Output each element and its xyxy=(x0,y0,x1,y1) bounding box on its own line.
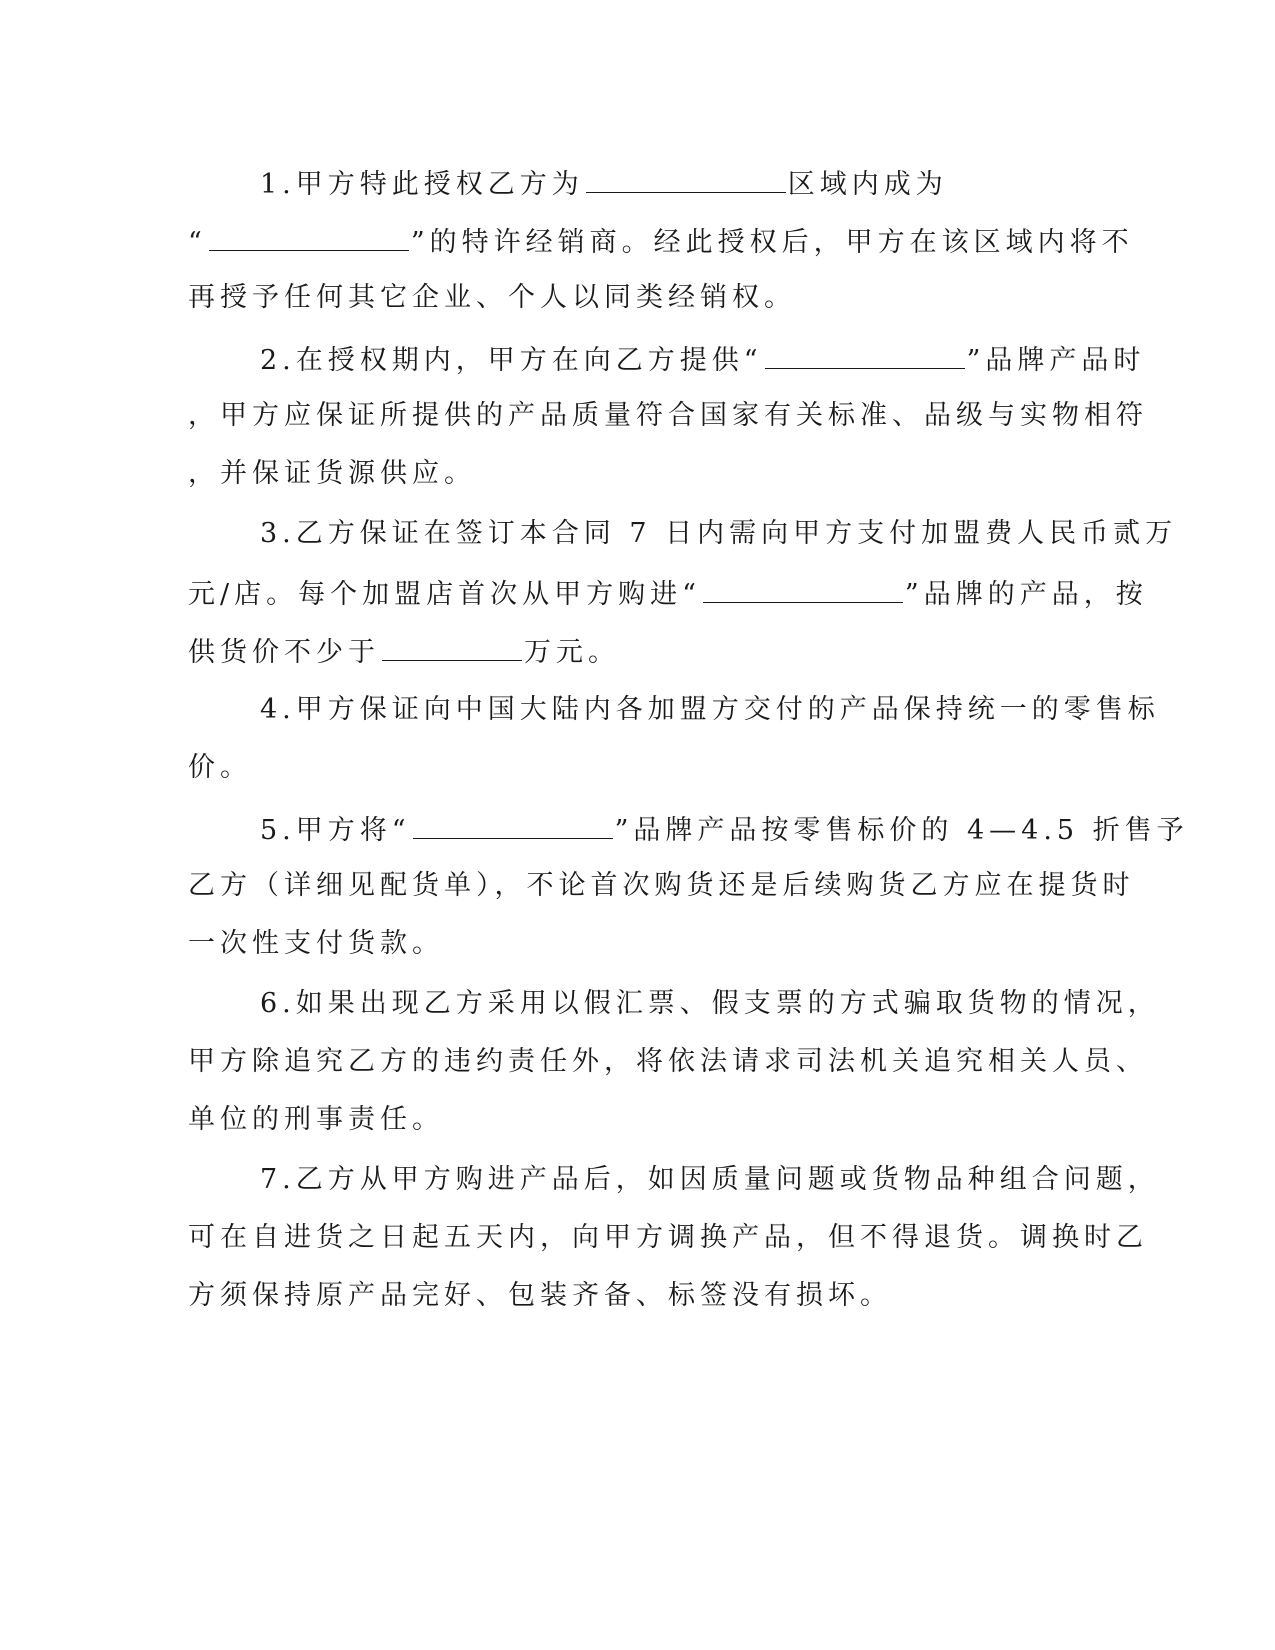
clause-text: ”品牌产品按零售标价的 4—4.5 折售予 xyxy=(614,815,1189,846)
clause-text: 元/店。每个加盟店首次从甲方购进“ xyxy=(188,579,701,610)
clause-text: 如果出现乙方采用以假汇票、假支票的方式骗取货物的情况， xyxy=(295,988,1160,1019)
clause-number: 3. xyxy=(260,518,296,549)
clause-number: 7. xyxy=(260,1164,296,1195)
clause-text: 供货价不少于 xyxy=(188,637,380,668)
clause-text: 可在自进货之日起五天内，向甲方调换产品，但不得退货。调换时乙 xyxy=(188,1222,1148,1253)
clause-3-line-1 xyxy=(260,514,1178,554)
clause-text: 甲方将“ xyxy=(295,815,411,846)
clause-text: 甲方特此授权乙方为 xyxy=(295,169,584,200)
clause-7-line-2 xyxy=(188,1218,1148,1258)
fill-blank-brand[interactable] xyxy=(209,220,409,251)
clause-5-line-2 xyxy=(188,866,1135,906)
clause-text: 方须保持原产品完好、包装齐备、标签没有损坏。 xyxy=(188,1280,892,1311)
clause-text: ，甲方应保证所提供的产品质量符合国家有关标准、品级与实物相符 xyxy=(188,400,1148,431)
clause-text: 在授权期内，甲方在向乙方提供“ xyxy=(295,345,763,376)
clause-2-line-2 xyxy=(188,396,1148,436)
clause-5-line-1 xyxy=(260,808,1189,848)
clause-2-line-3 xyxy=(188,454,1068,494)
fill-blank-brand[interactable] xyxy=(765,338,965,369)
clause-3-line-3 xyxy=(188,630,1068,670)
clause-1-line-2 xyxy=(188,220,1134,260)
fill-blank-brand[interactable] xyxy=(703,572,903,603)
clause-6-line-1 xyxy=(260,984,1160,1024)
clause-text: 万元。 xyxy=(524,637,620,668)
clause-7-line-1 xyxy=(260,1160,1160,1200)
clause-text: 一次性支付货款。 xyxy=(188,928,444,959)
clause-text: 价。 xyxy=(188,752,252,783)
clause-text: 乙方（详细见配货单），不论首次购货还是后续购货乙方应在提货时 xyxy=(188,870,1135,901)
clause-6-line-2 xyxy=(188,1042,1148,1082)
clause-number: 4. xyxy=(260,694,296,725)
clause-7-line-3 xyxy=(188,1276,1068,1316)
clause-text: “ xyxy=(188,227,207,258)
clause-5-line-3 xyxy=(188,924,1068,964)
clause-text: 甲方保证向中国大陆内各加盟方交付的产品保持统一的零售标 xyxy=(295,694,1160,725)
clause-3-line-2 xyxy=(188,572,1148,612)
clause-1-line-1 xyxy=(260,162,1068,202)
fill-blank-amount[interactable] xyxy=(382,630,522,661)
clause-text: ”的特许经销商。经此授权后，甲方在该区域内将不 xyxy=(410,227,1134,258)
clause-text: 乙方保证在签订本合同 7 日内需向甲方支付加盟费人民币贰万 xyxy=(295,518,1178,549)
clause-text: 甲方除追究乙方的违约责任外，将依法请求司法机关追究相关人员、 xyxy=(188,1046,1148,1077)
clause-4-line-2 xyxy=(188,748,1068,788)
clause-1-line-3 xyxy=(188,278,1068,318)
clause-text: 单位的刑事责任。 xyxy=(188,1104,444,1135)
clause-number: 5. xyxy=(260,815,296,846)
clause-6-line-3 xyxy=(188,1100,1068,1140)
clause-text: ”品牌产品时 xyxy=(966,345,1146,376)
clause-number: 1. xyxy=(260,169,296,200)
clause-2-line-1 xyxy=(260,338,1146,378)
fill-blank-region[interactable] xyxy=(586,162,786,193)
clause-4-line-1 xyxy=(260,690,1160,730)
clause-text: ”品牌的产品，按 xyxy=(904,579,1148,610)
clause-text: 区域内成为 xyxy=(787,169,948,200)
clause-number: 2. xyxy=(260,345,296,376)
clause-number: 6. xyxy=(260,988,296,1019)
clause-text: 再授予任何其它企业、个人以同类经销权。 xyxy=(188,282,796,313)
clause-text: ，并保证货源供应。 xyxy=(188,458,476,489)
fill-blank-brand[interactable] xyxy=(413,808,613,839)
clause-text: 乙方从甲方购进产品后，如因质量问题或货物品种组合问题， xyxy=(295,1164,1160,1195)
